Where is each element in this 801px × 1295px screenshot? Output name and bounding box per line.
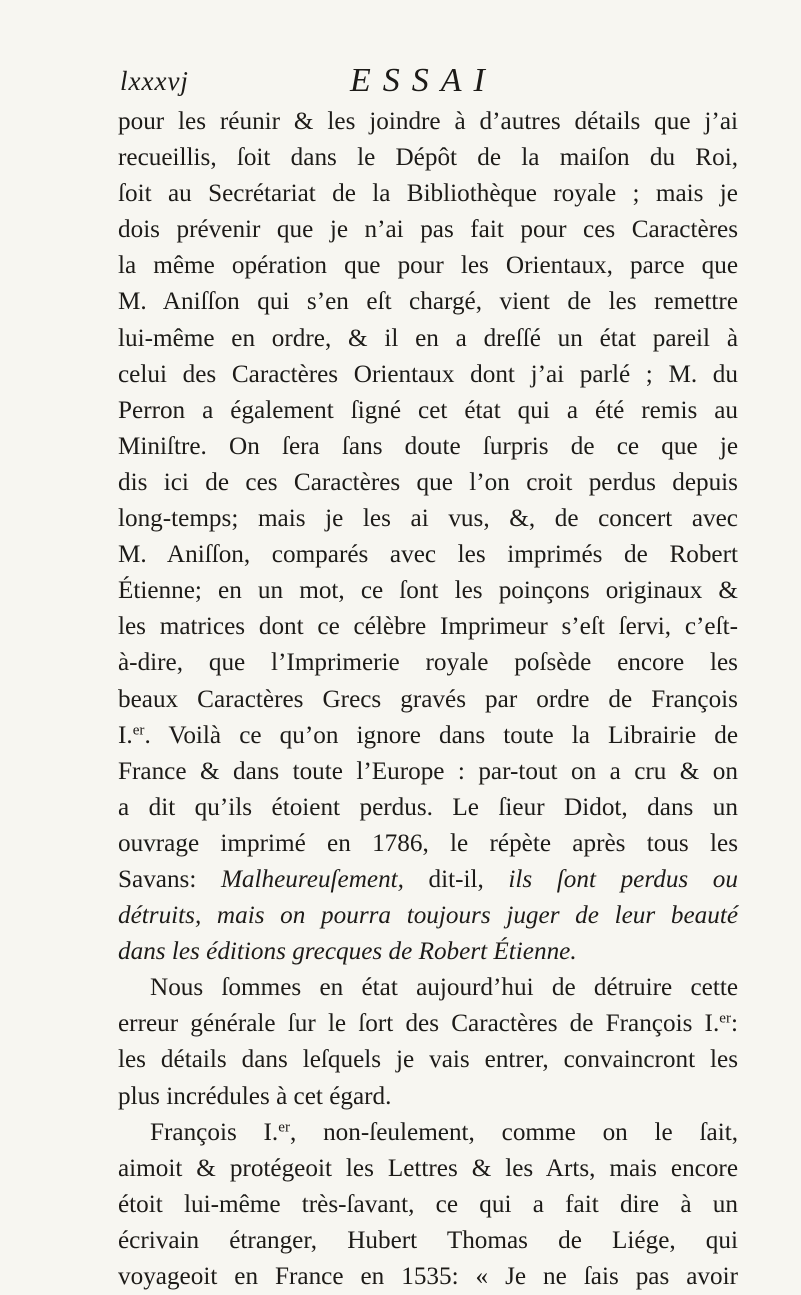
text-segment: à-dire, que l’Imprimerie royale poſsède encore les [118,649,738,677]
text-line [118,393,738,429]
text-segment: ſoit au Secrétariat de la Bibliothèque royale ; mais je [118,180,738,208]
text-line [118,465,738,501]
text-line [118,862,738,898]
text-segment: erreur générale ſur le ſort des Caractères de François I. [118,1010,720,1038]
text-segment: la même opération que pour les Orientaux, parce que [118,252,738,280]
text-line [118,1151,738,1187]
text-segment: beaux Caractères Grecs gravés par ordre de François [118,685,738,713]
text-segment: voyageoit en France en 1535: « Je ne ſais pas avoir [118,1263,738,1290]
text-segment: celui des Caractères Orientaux dont j’ai parlé ; M. du [118,360,738,388]
text-line [118,212,738,248]
superscript: er [719,1011,731,1028]
text-line [118,140,738,176]
text-segment: Savans: [118,865,221,893]
text-segment: Nous ſommes en état aujourd’hui de détruire cette [150,974,738,1002]
text-segment: ouvrage imprimé en 1786, le répète après tous les [118,829,738,857]
running-title: ESSAI [350,62,497,99]
text-segment: recueillis, ſoit dans le Dépôt de la maiſon du Roi, [118,144,738,172]
text-segment: dans les éditions grecques de Robert Étienne. [118,938,577,966]
text-line [118,609,738,645]
text-line [118,1006,738,1042]
text-line [118,718,738,754]
text-segment: I. [118,721,133,749]
text-line [118,1042,738,1078]
text-line [118,645,738,681]
text-line [118,1259,738,1295]
text-line [118,898,738,934]
text-line [118,537,738,573]
text-segment: les détails dans leſquels je vais entrer, convaincront les [118,1046,738,1074]
text-segment: François I. [150,1118,279,1146]
text-line [118,754,738,790]
text-line [118,826,738,862]
text-line [118,573,738,609]
text-segment: M. Aniſſon, comparés avec les imprimés de Robert [118,541,738,569]
text-segment: aimoit & protégeoit les Lettres & les Arts, mais encore [118,1154,738,1182]
text-line [118,1223,738,1259]
text-line [118,790,738,826]
text-segment: détruits, mais on pourra toujours juger de leur beauté [118,902,738,930]
text-line [118,357,738,393]
text-segment: M. Aniſſon qui s’en eſt chargé, vient de les remettre [118,288,738,316]
text-segment: écrivain étranger, Hubert Thomas de Liége, qui [118,1226,738,1254]
body-text [118,104,738,1295]
text-segment: long-temps; mais je les ai vus, &, de concert avec [118,505,738,533]
text-segment: les matrices dont ce célèbre Imprimeur s’eſt ſervi, c’eſt- [118,613,738,641]
superscript: er [278,1119,290,1136]
text-line [118,284,738,320]
text-line [118,934,738,970]
text-segment: , non-ſeulement, comme on le ſait, [289,1118,739,1146]
text-line [118,1079,738,1115]
text-segment: étoit lui-même très-ſavant, ce qui a fait dire à un [118,1190,738,1218]
text-segment: Perron a également ſigné cet état qui a été remis au [118,396,738,424]
text-segment: France & dans toute l’Europe : par-tout on a cru & on [118,757,738,785]
page-number: lxxxvj [120,66,189,96]
text-line [118,1187,738,1223]
text-line [118,104,738,140]
text-line [118,970,738,1006]
text-segment: dis ici de ces Caractères que l’on croit perdus depuis [118,468,738,496]
text-line [118,429,738,465]
text-segment: . Voilà ce qu’on ignore dans toute la Librairie de [144,721,738,749]
text-segment: pour les réunir & les joindre à d’autres détails que j’ai [118,108,738,135]
text-segment: : [731,1010,738,1038]
text-segment: Miniſtre. On ſera ſans doute ſurpris de ce que je [118,432,738,460]
text-line [118,248,738,284]
text-segment: lui-même en ordre, & il en a dreſſé un état pareil à [118,324,738,352]
text-segment: Malheureuſement, [220,865,404,893]
text-segment: plus incrédules à cet égard. [118,1082,392,1110]
text-segment: dit-il, [403,865,509,893]
page-header [120,62,680,106]
text-line [118,176,738,212]
text-line [118,501,738,537]
text-line [118,1115,738,1151]
text-segment: dois prévenir que je n’ai pas fait pour ces Caractères [118,216,738,244]
text-segment: a dit qu’ils étoient perdus. Le ſieur Didot, dans un [118,793,738,821]
text-segment: ils ſont perdus ou [508,865,738,893]
text-line [118,321,738,357]
text-segment: Étienne; en un mot, ce ſont les poinçons originaux & [118,577,738,605]
superscript: er [132,722,145,739]
text-line [118,682,738,718]
